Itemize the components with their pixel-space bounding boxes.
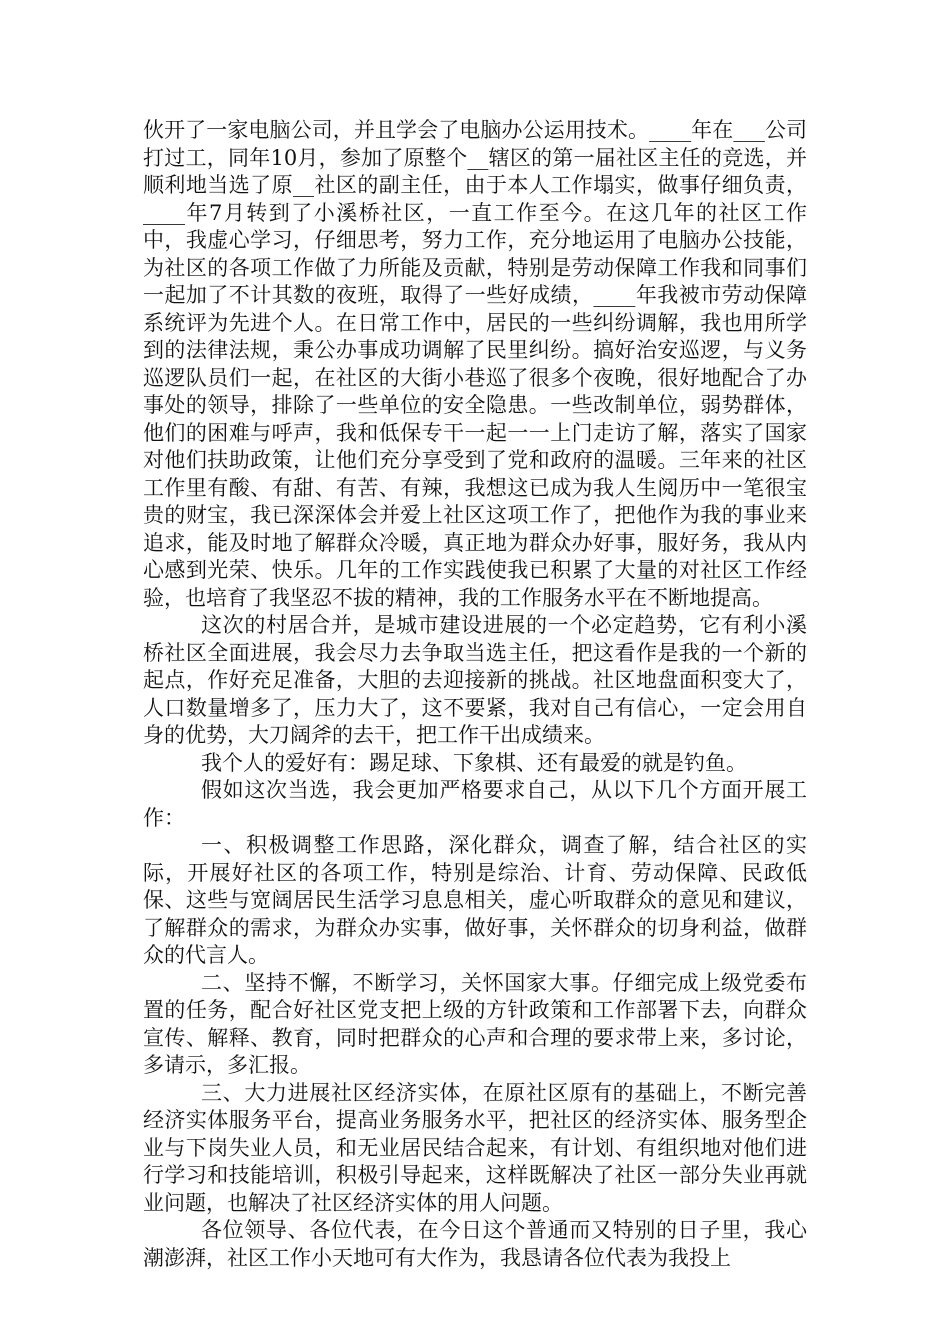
paragraph-4: 假如这次当选，我会更加严格要求自己，从以下几个方面开展工作： bbox=[143, 778, 807, 830]
paragraph-6: 二、坚持不懈，不断学习，关怀国家大事。仔细完成上级党委布置的任务，配合好社区党支把上级的方针政策和工作部署下去，向群众宣传、解释、教育，同时把群众的心声和合理的要求带上来，多讨论，多请示，多汇报。 bbox=[143, 970, 807, 1077]
paragraph-3: 我个人的爱好有：踢足球、下象棋、还有最爱的就是钓鱼。 bbox=[201, 750, 747, 775]
paragraph-8: 各位领导、各位代表，在今日这个普通而又特别的日子里，我心潮澎湃，社区工作小天地可有大作为，我恳请各位代表为我投上 bbox=[143, 1218, 807, 1270]
paragraph-2: 这次的村居合并，是城市建设进展的一个必定趋势，它有利小溪桥社区全面进展，我会尽力去争取当选主任，把这看作是我的一个新的起点，作好充足准备，大胆的去迎接新的挑战。社区地盘面积变大了，人口数量增多了，压力大了，这不要紧，我对自己有信心，一定会用自身的优势，大刀阔斧的去干，把工作干出成绩来。 bbox=[143, 613, 807, 747]
paragraph-5: 一、积极调整工作思路，深化群众，调查了解，结合社区的实际，开展好社区的各项工作，特别是综治、计育、劳动保障、民政低保、这些与宽阔居民生活学习息息相关，虚心听取群众的意见和建议，了解群众的需求，为群众办实事，做好事，关怀群众的切身利益，做群众的代言人。 bbox=[143, 833, 807, 967]
document-page bbox=[143, 117, 807, 1272]
paragraph-7: 三、大力进展社区经济实体，在原社区原有的基础上，不断完善经济实体服务平台，提高业务服务水平，把社区的经济实体、服务型企业与下岗失业人员，和无业居民结合起来，有计划、有组织地对他们进行学习和技能培训，积极引导起来，这样既解决了社区一部分失业再就业问题，也解决了社区经济实体的用人问题。 bbox=[143, 1080, 807, 1215]
paragraph-1: 伙开了一家电脑公司，并且学会了电脑办公运用技术。____年在___公司打过工，同年10月，参加了原整个__辖区的第一届社区主任的竞选，并顺利地当选了原__社区的副主任，由于本人工作塌实，做事仔细负责，____年7月转到了小溪桥社区，一直工作至今。在这几年的社区工作中，我虚心学习，仔细思考，努力工作，充分地运用了电脑办公技能，为社区的各项工作做了力所能及贡献，特别是劳动保障工作我和同事们一起加了不计其数的夜班，取得了一些好成绩，____年我被市劳动保障系统评为先进个人。在日常工作中，居民的一些纠纷调解，我也用所学到的法律法规，秉公办事成功调解了民里纠纷。搞好治安巡逻，与义务巡逻队员们一起，在社区的大街小巷巡了很多个夜晚，很好地配合了办事处的领导，排除了一些单位的安全隐患。一些改制单位，弱势群体，他们的困难与呼声，我和低保专干一起一一上门走访了解，落实了国家对他们扶助政策，让他们充分享受到了党和政府的温暖。三年来的社区工作里有酸、有甜、有苦、有辣，我想这已成为我人生阅历中一笔很宝贵的财宝，我已深深体会并爱上社区这项工作了，把他作为我的事业来追求，能及时地了解群众冷暖，真正地为群众办好事，服好务，我从内心感到光荣、快乐。几年的工作实践使我已积累了大量的对社区工作经验，也培育了我坚忍不拔的精神，我的工作服务水平在不断地提高。 bbox=[143, 118, 807, 610]
